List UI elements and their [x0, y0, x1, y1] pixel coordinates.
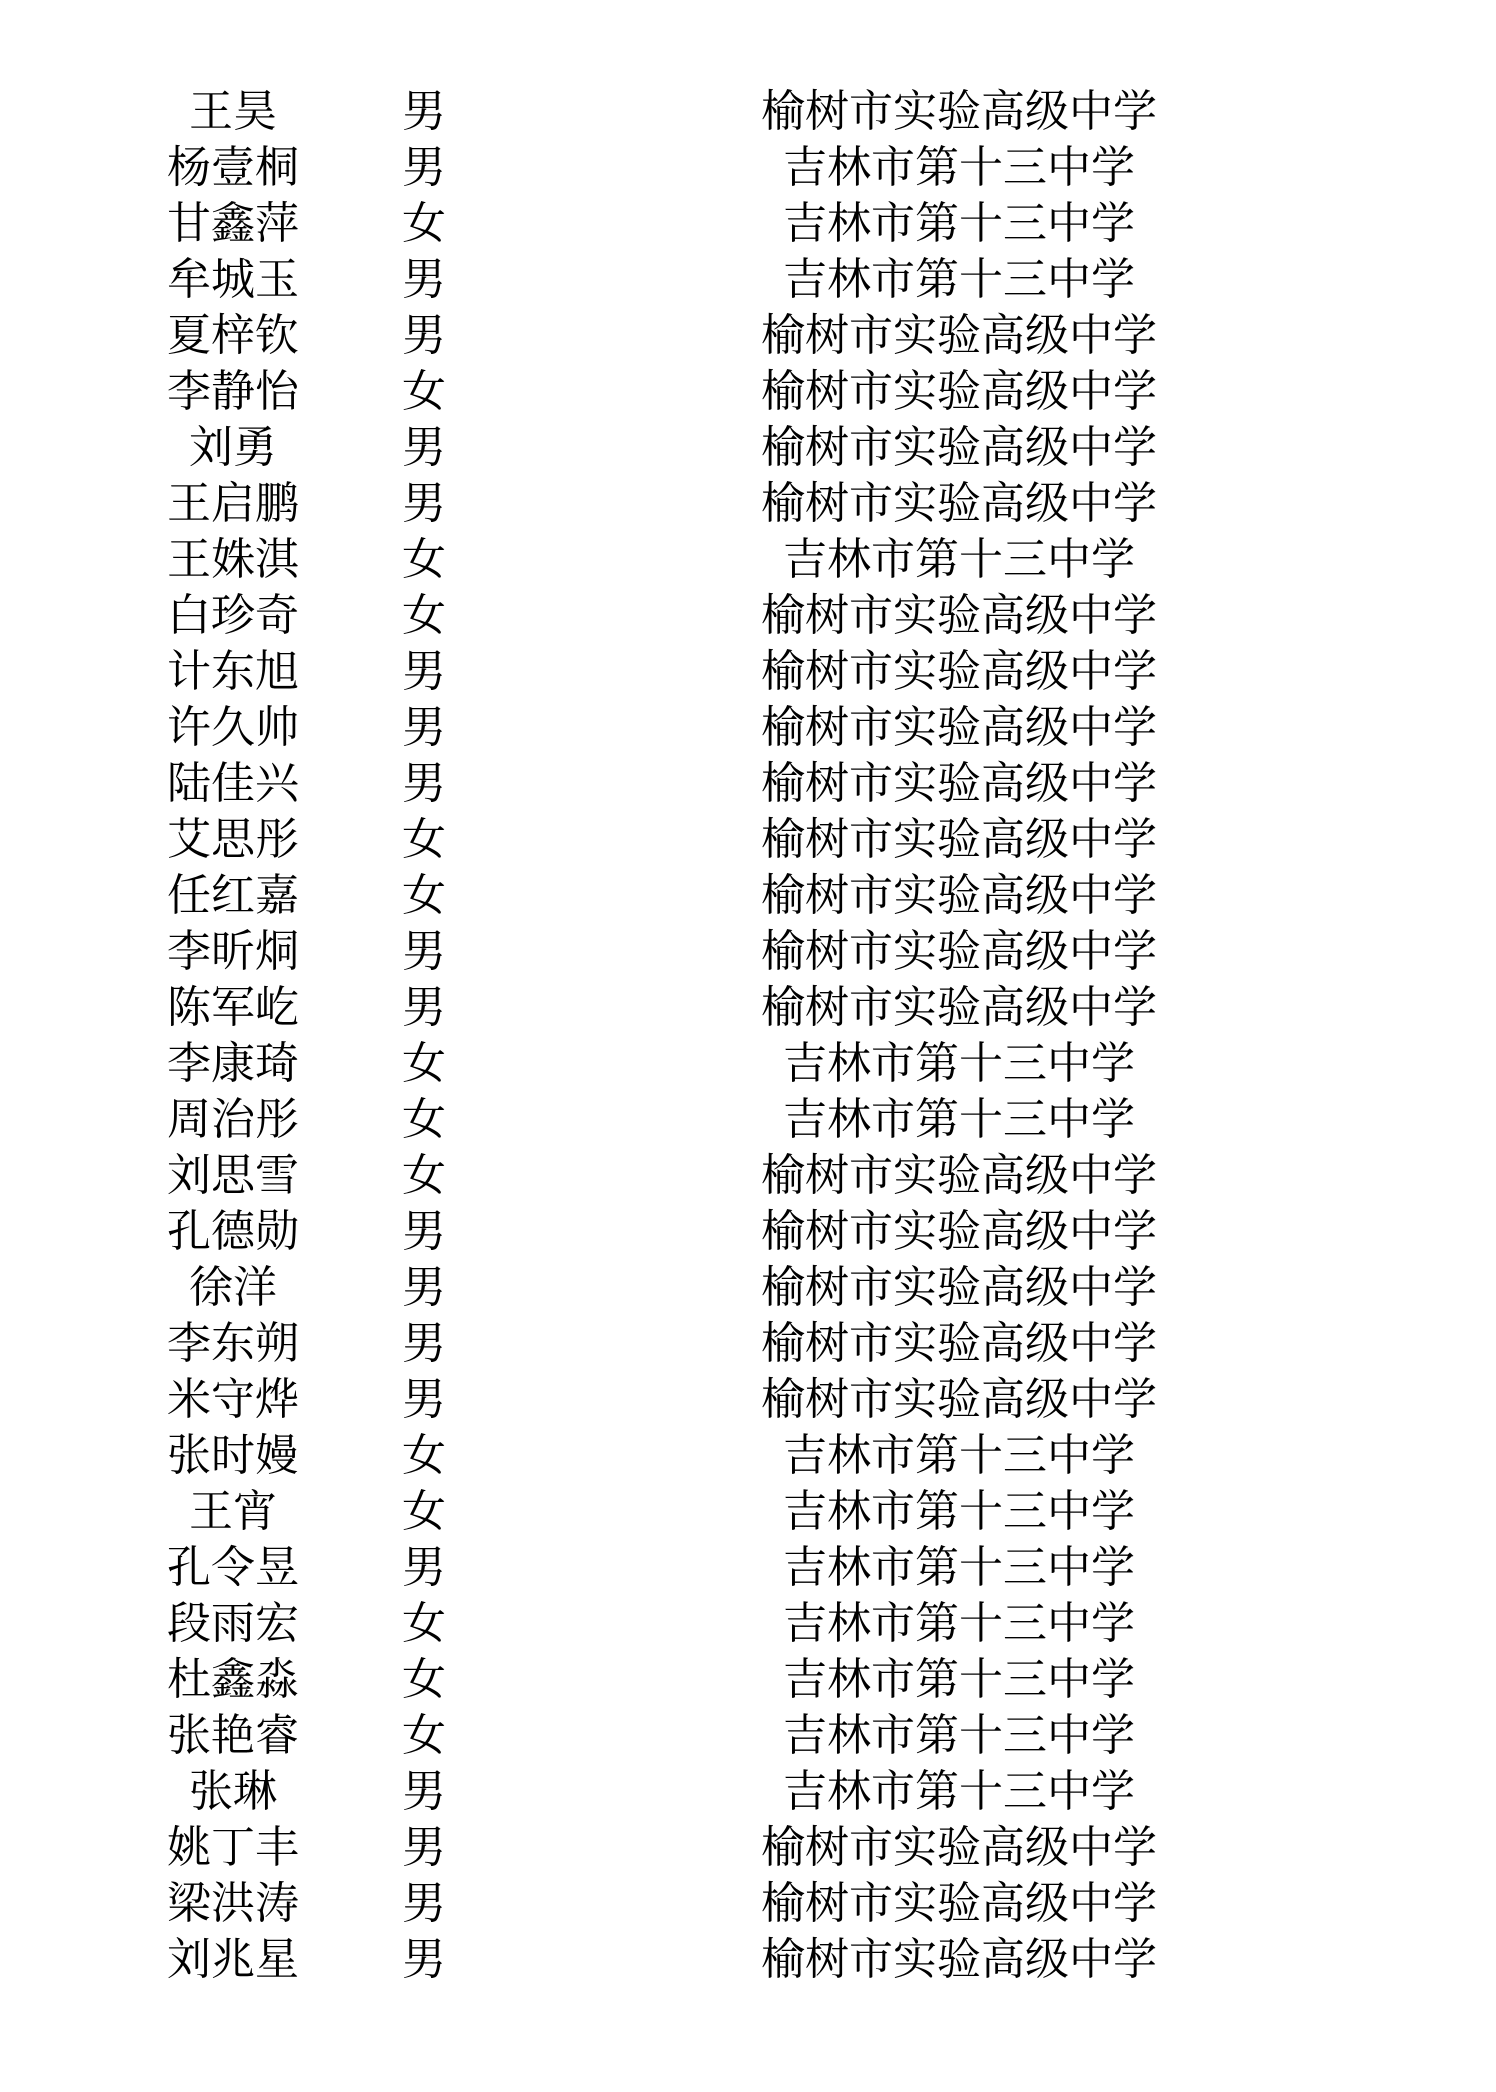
student-gender: 男 — [402, 703, 446, 752]
student-name: 张琳 — [189, 1767, 277, 1816]
student-school: 吉林市第十三中学 — [783, 255, 1135, 304]
table-row — [0, 1596, 1496, 1652]
student-name: 白珍奇 — [167, 591, 299, 640]
student-gender: 男 — [402, 1823, 446, 1872]
student-school: 榆树市实验高级中学 — [761, 87, 1157, 136]
student-name: 段雨宏 — [167, 1599, 299, 1648]
table-row — [0, 812, 1496, 868]
table-row — [0, 1036, 1496, 1092]
student-school: 榆树市实验高级中学 — [761, 647, 1157, 696]
student-school: 榆树市实验高级中学 — [761, 871, 1157, 920]
student-gender: 男 — [402, 1319, 446, 1368]
student-school: 吉林市第十三中学 — [783, 1039, 1135, 1088]
student-school: 榆树市实验高级中学 — [761, 479, 1157, 528]
student-gender: 男 — [402, 1935, 446, 1984]
student-gender: 男 — [402, 423, 446, 472]
student-name: 陈军屹 — [167, 983, 299, 1032]
student-name: 王姝淇 — [167, 535, 299, 584]
student-gender: 女 — [402, 199, 446, 248]
student-name: 牟城玉 — [167, 255, 299, 304]
table-row — [0, 1316, 1496, 1372]
student-school: 榆树市实验高级中学 — [761, 1823, 1157, 1872]
table-row — [0, 756, 1496, 812]
table-row — [0, 1484, 1496, 1540]
student-school: 榆树市实验高级中学 — [761, 591, 1157, 640]
table-row — [0, 1540, 1496, 1596]
student-gender: 男 — [402, 87, 446, 136]
student-roster-table — [0, 84, 1496, 1988]
student-gender: 女 — [402, 1151, 446, 1200]
table-row — [0, 196, 1496, 252]
student-school: 吉林市第十三中学 — [783, 199, 1135, 248]
student-school: 榆树市实验高级中学 — [761, 1375, 1157, 1424]
student-name: 米守烨 — [167, 1375, 299, 1424]
student-name: 王启鹏 — [167, 479, 299, 528]
table-row — [0, 252, 1496, 308]
table-row — [0, 1820, 1496, 1876]
student-gender: 男 — [402, 479, 446, 528]
student-gender: 男 — [402, 647, 446, 696]
table-row — [0, 84, 1496, 140]
student-name: 夏梓钦 — [167, 311, 299, 360]
student-name: 杨壹桐 — [167, 143, 299, 192]
student-name: 许久帅 — [167, 703, 299, 752]
student-gender: 女 — [402, 1599, 446, 1648]
student-name: 张时嫚 — [167, 1431, 299, 1480]
student-gender: 男 — [402, 1543, 446, 1592]
student-school: 吉林市第十三中学 — [783, 1711, 1135, 1760]
student-school: 榆树市实验高级中学 — [761, 1151, 1157, 1200]
student-gender: 女 — [402, 1039, 446, 1088]
student-school: 榆树市实验高级中学 — [761, 1207, 1157, 1256]
student-gender: 女 — [402, 1655, 446, 1704]
table-row — [0, 1204, 1496, 1260]
student-gender: 男 — [402, 311, 446, 360]
student-gender: 女 — [402, 535, 446, 584]
student-gender: 女 — [402, 1487, 446, 1536]
student-gender: 男 — [402, 1263, 446, 1312]
student-school: 榆树市实验高级中学 — [761, 423, 1157, 472]
student-name: 任红嘉 — [167, 871, 299, 920]
table-row — [0, 1372, 1496, 1428]
student-school: 吉林市第十三中学 — [783, 535, 1135, 584]
table-row — [0, 476, 1496, 532]
student-school: 吉林市第十三中学 — [783, 1543, 1135, 1592]
table-row — [0, 924, 1496, 980]
student-name: 艾思彤 — [167, 815, 299, 864]
student-school: 吉林市第十三中学 — [783, 1655, 1135, 1704]
table-row — [0, 1764, 1496, 1820]
student-name: 梁洪涛 — [167, 1879, 299, 1928]
student-school: 吉林市第十三中学 — [783, 1095, 1135, 1144]
student-school: 榆树市实验高级中学 — [761, 1319, 1157, 1368]
student-name: 陆佳兴 — [167, 759, 299, 808]
table-row — [0, 980, 1496, 1036]
student-school: 榆树市实验高级中学 — [761, 1263, 1157, 1312]
student-school: 榆树市实验高级中学 — [761, 311, 1157, 360]
student-name: 王宵 — [189, 1487, 277, 1536]
table-row — [0, 1932, 1496, 1988]
student-name: 计东旭 — [167, 647, 299, 696]
student-school: 榆树市实验高级中学 — [761, 815, 1157, 864]
table-row — [0, 364, 1496, 420]
table-row — [0, 308, 1496, 364]
student-school: 吉林市第十三中学 — [783, 1599, 1135, 1648]
student-gender: 男 — [402, 1879, 446, 1928]
student-gender: 男 — [402, 927, 446, 976]
student-school: 吉林市第十三中学 — [783, 1487, 1135, 1536]
student-gender: 男 — [402, 759, 446, 808]
table-row — [0, 700, 1496, 756]
student-gender: 男 — [402, 983, 446, 1032]
table-row — [0, 868, 1496, 924]
student-school: 吉林市第十三中学 — [783, 1767, 1135, 1816]
student-gender: 男 — [402, 1207, 446, 1256]
student-name: 刘兆星 — [167, 1935, 299, 1984]
student-school: 榆树市实验高级中学 — [761, 703, 1157, 752]
table-row — [0, 1092, 1496, 1148]
table-row — [0, 1148, 1496, 1204]
student-gender: 女 — [402, 591, 446, 640]
table-row — [0, 644, 1496, 700]
student-name: 孔令昱 — [167, 1543, 299, 1592]
student-gender: 女 — [402, 815, 446, 864]
student-school: 吉林市第十三中学 — [783, 1431, 1135, 1480]
table-row — [0, 1708, 1496, 1764]
student-name: 刘勇 — [189, 423, 277, 472]
student-gender: 女 — [402, 1711, 446, 1760]
student-gender: 女 — [402, 367, 446, 416]
student-name: 张艳睿 — [167, 1711, 299, 1760]
table-row — [0, 420, 1496, 476]
student-name: 刘思雪 — [167, 1151, 299, 1200]
student-name: 甘鑫萍 — [167, 199, 299, 248]
table-row — [0, 1876, 1496, 1932]
student-school: 榆树市实验高级中学 — [761, 1935, 1157, 1984]
student-name: 李康琦 — [167, 1039, 299, 1088]
student-name: 周治彤 — [167, 1095, 299, 1144]
student-name: 王昊 — [189, 87, 277, 136]
student-school: 榆树市实验高级中学 — [761, 1879, 1157, 1928]
student-name: 李昕烔 — [167, 927, 299, 976]
student-name: 杜鑫淼 — [167, 1655, 299, 1704]
student-gender: 男 — [402, 1767, 446, 1816]
student-school: 榆树市实验高级中学 — [761, 983, 1157, 1032]
student-gender: 男 — [402, 1375, 446, 1424]
student-gender: 女 — [402, 871, 446, 920]
student-name: 孔德勋 — [167, 1207, 299, 1256]
student-gender: 男 — [402, 255, 446, 304]
student-name: 李静怡 — [167, 367, 299, 416]
student-school: 榆树市实验高级中学 — [761, 927, 1157, 976]
student-name: 姚丁丰 — [167, 1823, 299, 1872]
student-school: 榆树市实验高级中学 — [761, 759, 1157, 808]
student-gender: 男 — [402, 143, 446, 192]
student-gender: 女 — [402, 1095, 446, 1144]
table-row — [0, 588, 1496, 644]
student-name: 徐洋 — [189, 1263, 277, 1312]
table-row — [0, 532, 1496, 588]
table-row — [0, 1652, 1496, 1708]
student-name: 李东朔 — [167, 1319, 299, 1368]
table-row — [0, 1428, 1496, 1484]
student-gender: 女 — [402, 1431, 446, 1480]
table-row — [0, 1260, 1496, 1316]
table-row — [0, 140, 1496, 196]
student-school: 吉林市第十三中学 — [783, 143, 1135, 192]
student-school: 榆树市实验高级中学 — [761, 367, 1157, 416]
